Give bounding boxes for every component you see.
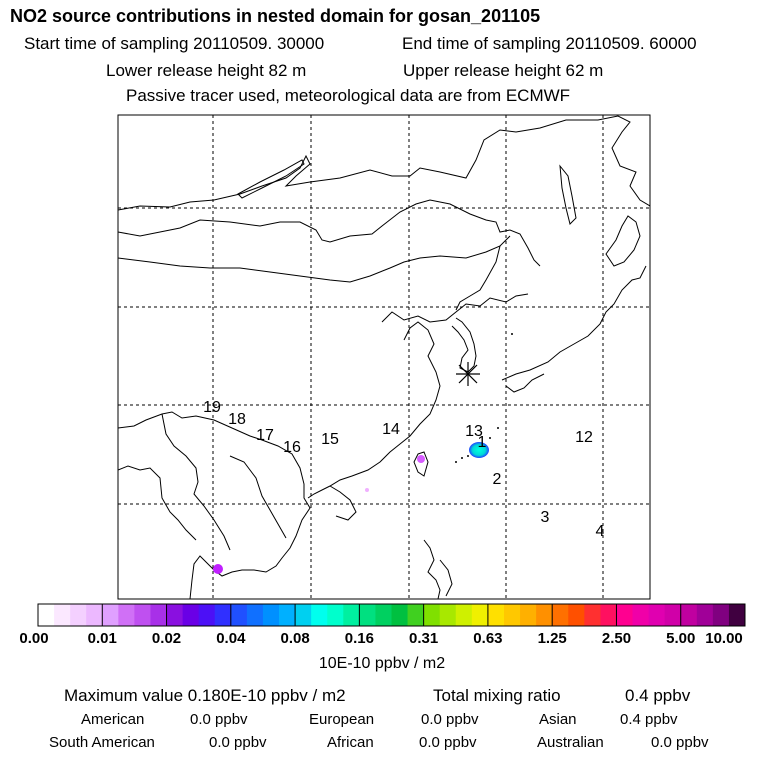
indochina-patch [213, 564, 223, 574]
colorbar-swatch [729, 604, 746, 626]
african-label: African [327, 734, 374, 751]
sea-patch [365, 488, 369, 492]
colorbar-swatch [472, 604, 489, 626]
colorbar-swatch [520, 604, 537, 626]
concentration-patches [213, 442, 489, 574]
colorbar-swatch [488, 604, 505, 626]
european-label: European [309, 711, 375, 728]
colorbar-tick-label: 0.02 [151, 630, 182, 647]
colorbar-tick-label: 0.00 [19, 630, 49, 647]
south-american-value: 0.0 ppbv [209, 734, 267, 751]
asian-value: 0.4 ppbv [620, 711, 678, 728]
region-label-19: 19 [203, 399, 221, 416]
colorbar-swatch [616, 604, 633, 626]
colorbar-swatch [311, 604, 328, 626]
colorbar-tick-label: 5.00 [666, 630, 696, 647]
end-time-label: End time of sampling 20110509. 60000 [402, 34, 697, 53]
region-label-3: 3 [540, 509, 550, 526]
colorbar-swatch [359, 604, 376, 626]
colorbar-swatch [199, 604, 216, 626]
colorbar [38, 604, 746, 626]
colorbar-tick-label: 1.25 [537, 630, 567, 647]
colorbar-unit: 10E-10 ppbv / m2 [318, 655, 446, 672]
colorbar-tick-label: 2.50 [601, 630, 632, 647]
colorbar-tick-label: 0.08 [280, 630, 310, 647]
total-mixing-label: Total mixing ratio [433, 686, 561, 705]
region-label-12: 12 [575, 429, 593, 446]
colorbar-swatch [424, 604, 441, 626]
receptor-asterisk-icon [456, 362, 480, 386]
colorbar-swatch [665, 604, 682, 626]
coastlines [118, 116, 650, 599]
colorbar-swatch [343, 604, 360, 626]
south-american-label: South American [49, 734, 155, 751]
european-value: 0.0 ppbv [421, 711, 479, 728]
lower-height-label: Lower release height 82 m [106, 61, 307, 80]
colorbar-swatch [54, 604, 71, 626]
colorbar-swatch [295, 604, 312, 626]
colorbar-swatch [633, 604, 650, 626]
american-value: 0.0 ppbv [190, 711, 248, 728]
colorbar-swatch [713, 604, 730, 626]
colorbar-swatch [456, 604, 473, 626]
colorbar-swatch [231, 604, 248, 626]
colorbar-tick-label: 10.00 [705, 630, 743, 647]
african-value: 0.0 ppbv [419, 734, 477, 751]
region-label-14: 14 [382, 421, 400, 438]
taiwan-patch [417, 455, 425, 463]
colorbar-swatch [38, 604, 55, 626]
region-label-17: 17 [256, 427, 274, 444]
australian-value: 0.0 ppbv [651, 734, 709, 751]
colorbar-swatch [681, 604, 698, 626]
region-label-18: 18 [228, 411, 246, 428]
colorbar-swatch [118, 604, 135, 626]
colorbar-tick-label: 0.01 [87, 630, 117, 647]
colorbar-swatch [150, 604, 167, 626]
colorbar-swatch [552, 604, 569, 626]
colorbar-swatch [86, 604, 103, 626]
start-time-label: Start time of sampling 20110509. 30000 [24, 34, 325, 53]
colorbar-tick-label: 0.16 [344, 630, 374, 647]
asian-label: Asian [539, 711, 577, 728]
map-title: NO2 source contributions in nested domain for gosan_201105 [10, 6, 541, 26]
colorbar-swatch [392, 604, 409, 626]
colorbar-swatch [504, 604, 521, 626]
region-label-15: 15 [321, 431, 339, 448]
colorbar-swatch [215, 604, 232, 626]
colorbar-swatch [536, 604, 553, 626]
australian-label: Australian [537, 734, 604, 751]
total-mixing-value: 0.4 ppbv [625, 686, 691, 705]
colorbar-swatch [568, 604, 585, 626]
region-label-13: 13 [465, 423, 483, 440]
colorbar-swatch [327, 604, 344, 626]
max-value-label: Maximum value 0.180E-10 ppbv / m2 [64, 686, 346, 705]
colorbar-swatch [408, 604, 425, 626]
colorbar-swatch [375, 604, 392, 626]
region-label-1: 1 [477, 434, 487, 451]
colorbar-swatch [263, 604, 280, 626]
colorbar-swatch [649, 604, 666, 626]
colorbar-swatch [183, 604, 200, 626]
colorbar-swatch [600, 604, 617, 626]
colorbar-swatch [134, 604, 151, 626]
upper-height-label: Upper release height 62 m [403, 61, 604, 80]
colorbar-tick-label: 0.04 [216, 630, 246, 647]
colorbar-swatch [279, 604, 296, 626]
colorbar-swatch [440, 604, 457, 626]
colorbar-swatch [697, 604, 714, 626]
american-label: American [81, 711, 145, 728]
tracer-note: Passive tracer used, meteorological data are from ECMWF [126, 86, 571, 105]
colorbar-swatch [102, 604, 119, 626]
colorbar-tick-label: 0.31 [409, 630, 439, 647]
region-label-16: 16 [283, 439, 301, 456]
colorbar-tick-label: 0.63 [473, 630, 503, 647]
colorbar-swatch [70, 604, 87, 626]
colorbar-swatch [167, 604, 184, 626]
region-label-2: 2 [492, 471, 502, 488]
region-label-4: 4 [595, 523, 605, 540]
colorbar-swatch [247, 604, 264, 626]
colorbar-swatch [584, 604, 601, 626]
